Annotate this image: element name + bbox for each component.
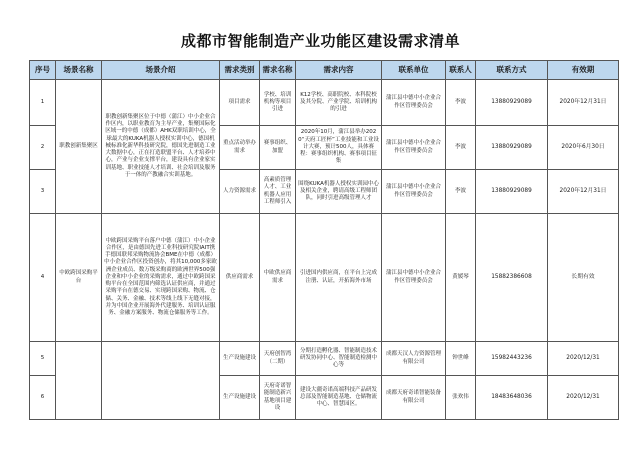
cell-no: 1 [30,80,56,126]
cell-content: 围绕KUKA机器人授权实训园中心及相关企业，聘请高级工程师团队，同时引进高级管理人才 [296,170,382,214]
cell-content: K12学校、高职院校、本科院校及其分院、产业学院、培训机构的引进 [296,80,382,126]
cell-phone: 18483648036 [476,376,548,420]
cell-name: 天府创智湾（二期） [260,342,296,376]
header-category: 需求类别 [220,61,260,80]
cell-scene: 中欧跨国采购平台 [56,214,102,342]
cell-unit: 成都天府奇诺智能装备有限公司 [382,376,446,420]
cell-category: 生产设施建设 [220,342,260,376]
cell-contact: 李波 [446,126,476,170]
cell-category: 人力资源需求 [220,170,260,214]
cell-intro: 职教创新集聚区位于中德（蒲江）中小企业合作区内，以职业教育为主导产业，集聚国际化区域一的中德（成都）AHK双职培训中心，全球最大的KUKA机器人授权实训中心，德国机械标准化新华科技研究院，德国先进制造工业大数据中心，正在打造联盟平台、人才培养中心，产业与企业支撑平台，建设具有企业家实训基地、职业技能人才培训、社会培训及服务于一体的产教融合实训基地。 [102,80,220,214]
cell-intro: 中欧跨国采购平台落户中德（蒲江）中小企业合作区，是由德国先进工业科技研究院IAIT携手德国联邦采购物流协会BME在中德（成都）中小企业合作区投资创办，将其10,000多家欧洲企业成员、数万级采购商的欧洲世界500强企业和中小企业的采购需求，通过中欧跨国采购平台在全国范围内筛选认证供应商，并通过采购平台在德交易、实现跨国采购、物流、仓储、关务、金融、技术等线上线下无缝对接，并为中国企业开展海外代建服务、培训认证服务、金融方案服务、物流仓储服务等工作。 [102,214,220,342]
cell-phone: 15882386608 [476,214,548,342]
cell-contact: 李波 [446,80,476,126]
cell-unit: 成都天汉人力资源管理有限公司 [382,342,446,376]
cell-content: 分期打造孵化器、智能制造技术研发协同中心、智能制造检测中心等 [296,342,382,376]
cell-category: 生产设施建设 [220,376,260,420]
cell-category: 重点活动举办需求 [220,126,260,170]
page-title: 成都市智能制造产业功能区建设需求清单 [180,32,460,50]
header-scene: 场景名称 [56,61,102,80]
cell-name: 高素质管理人才、工业机器人应用工程师引入 [260,170,296,214]
cell-scene: 职教创新集聚区 [56,80,102,214]
cell-valid: 2020年12月31日 [548,80,619,126]
header-contact: 联系人 [446,61,476,80]
cell-unit: 蒲江县中德中小企业合作区管理委员会 [382,80,446,126]
header-valid: 有效期 [548,61,619,80]
cell-unit: 蒲江县中德中小企业合作区管理委员会 [382,170,446,214]
cell-valid: 2020年6月30日 [548,126,619,170]
cell-no: 3 [30,170,56,214]
header-name: 需求名称 [260,61,296,80]
cell-category: 项目需求 [220,80,260,126]
cell-phone: 13880929089 [476,126,548,170]
cell-content: 2020年10月，蒲江县举办2020“天府工匠杯”工业技能和工业设计大赛，预计500人，具体赛程：赛事组织机构、赛事项目征集 [296,126,382,170]
cell-name: 学校、培训机构等项目引进 [260,80,296,126]
cell-content: 引进国内供应商，在平台上完成注册、认证，开拓海外市场 [296,214,382,342]
demand-table [29,60,619,420]
cell-contact: 钟世峰 [446,342,476,376]
cell-valid: 2020年12月31日 [548,170,619,214]
cell-no: 6 [30,376,56,420]
cell-phone: 15982443236 [476,342,548,376]
cell-valid: 长期有效 [548,214,619,342]
cell-no: 2 [30,126,56,170]
cell-category: 供应商需求 [220,214,260,342]
cell-content: 建设大疆奇诺高端科技产品研发总部及智能制造基地、仓储物流中心、智慧园区。 [296,376,382,420]
header-no: 序号 [30,61,56,80]
cell-no: 5 [30,342,56,376]
cell-valid: 2020/12/31 [548,376,619,420]
header-intro: 场景介绍 [102,61,220,80]
header-row [30,61,619,80]
table-row [30,80,619,126]
header-content: 需求内容 [296,61,382,80]
cell-name: 赛事组织、加盟 [260,126,296,170]
cell-name: 中欧供应商需求 [260,214,296,342]
cell-name: 天府奇诺智能制造新兴基地项目建设 [260,376,296,420]
cell-phone: 13880929089 [476,170,548,214]
table-row [30,342,619,376]
cell-contact: 黄媛琴 [446,214,476,342]
cell-no: 4 [30,214,56,342]
cell-phone: 13880929089 [476,80,548,126]
cell-unit: 蒲江县中德中小企业合作区管理委员会 [382,214,446,342]
table-row [30,214,619,342]
cell-contact: 张欢伟 [446,376,476,420]
cell-contact: 李波 [446,170,476,214]
cell-valid: 2020/12/31 [548,342,619,376]
header-unit: 联系单位 [382,61,446,80]
cell-intro [102,342,220,420]
cell-scene [56,342,102,420]
header-phone: 联系方式 [476,61,548,80]
cell-unit: 蒲江县中德中小企业合作区管理委员会 [382,126,446,170]
